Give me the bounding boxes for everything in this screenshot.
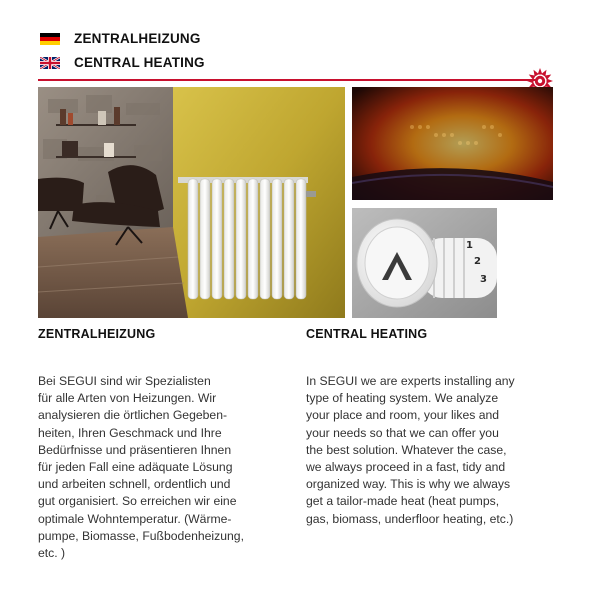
german-body-text: Bei SEGUI sind wir Spezialisten für alle Arten von Heizungen. Wir analysieren die örtlichen Gegeben- heiten, Ihren Geschmack und Ihre Bedürfnisse und präsentieren Ihnen für jeden Fall eine adäquate Lösung und arbeiten schnell, ordentlich und gut organisiert. So erreichen wir eine optimale Wohntemperatur. (Wärme- pumpe, Biomasse, Fußbodenheizung, etc. ) [38,374,244,561]
valve-scale-2: 2 [474,256,481,267]
living-room-radiator-photo [38,87,345,318]
glowing-fire-grid-photo [352,87,553,200]
uk-flag-icon [40,57,60,69]
valve-scale-3: 3 [480,274,487,285]
german-section-heading: ZENTRALHEIZUNG [38,327,156,341]
english-body-text: In SEGUI we are experts installing any type of heating system. We analyze your place and room, your likes and your needs so that we can offer you the best solution. Whatever the case, we always proceed in a fast, tidy and organized way. This is why we always get a tailor-made heat (heat pumps, gas, biomass, underfloor heating, etc.) [306,374,515,526]
english-language-label: CENTRAL HEATING [74,55,205,70]
header-divider [38,79,540,81]
germany-flag-icon [40,33,60,45]
german-language-row [40,31,201,46]
thermostatic-valve-photo [352,208,497,318]
english-section-heading: CENTRAL HEATING [306,327,428,341]
german-language-label: ZENTRALHEIZUNG [74,31,201,46]
english-language-row [40,55,205,70]
valve-scale-1: 1 [466,240,473,251]
